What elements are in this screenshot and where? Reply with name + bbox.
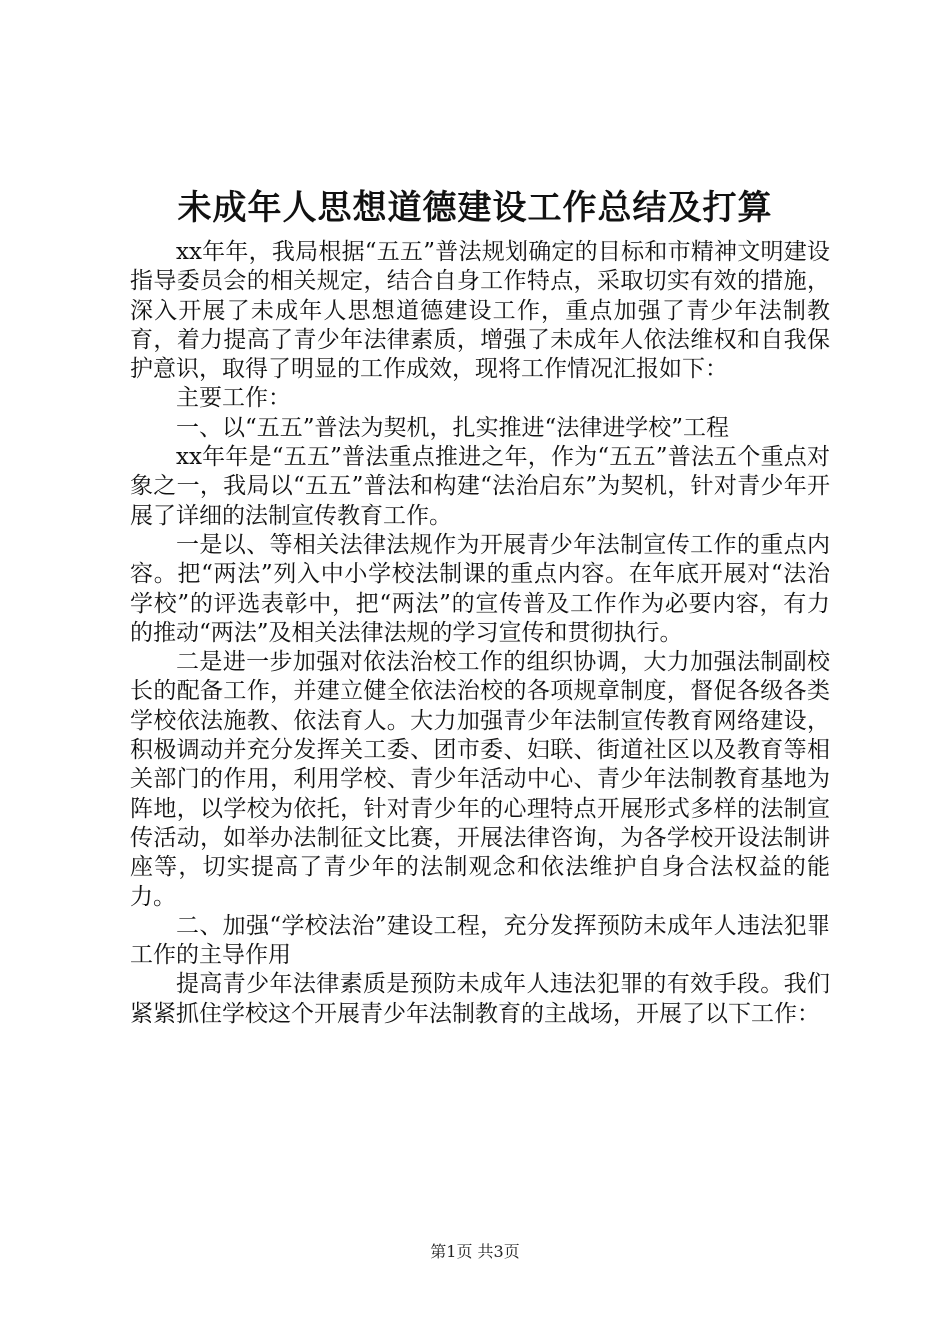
document-title: 未成年人思想道德建设工作总结及打算: [177, 188, 773, 228]
section-heading-1: 一、以“五五”普法为契机，扎实推进“法律进学校”工程: [176, 414, 730, 441]
paragraph-point-2: 二是进一步加强对依法治校工作的组织协调，大力加强法制副校长的配备工作，并建立健全依法治校的各项规章制度，督促各级各类学校依法施教、依法育人。大力加强青少年法制宣传教育网络建设，积极调动并充分发挥关工委、团市委、妇联、街道社区以及教育等相关部门的作用，利用学校、青少年活动中心、青少年法制教育基地为阵地，以学校为依托，针对青少年的心理特点开展形式多样的法制宣传活动，如举办法制征文比赛，开展法律咨询，为各学校开设法制讲座等，切实提高了青少年的法制观念和依法维护自身合法权益的能力。: [130, 649, 830, 910]
document-body: [130, 238, 830, 1029]
paragraph-intro: xx年年，我局根据“五五”普法规划确定的目标和市精神文明建设指导委员会的相关规定，结合自身工作特点，采取切实有效的措施，深入开展了未成年人思想道德建设工作，重点加强了青少年法制教育，着力提高了青少年法律素质，增强了未成年人依法维权和自我保护意识，取得了明显的工作成效，现将工作情况汇报如下：: [130, 239, 830, 383]
paragraph-section-1: xx年年是“五五”普法重点推进之年，作为“五五”普法五个重点对象之一，我局以“五五”普法和构建“法治启东”为契机，针对青少年开展了详细的法制宣传教育工作。: [130, 444, 830, 529]
paragraph-main-work: 主要工作：: [176, 385, 291, 412]
paragraph-section-2: 提高青少年法律素质是预防未成年人违法犯罪的有效手段。我们紧紧抓住学校这个开展青少年法制教育的主战场，开展了以下工作：: [130, 971, 830, 1027]
section-heading-2: 二、加强“学校法治”建设工程，充分发挥预防未成年人违法犯罪工作的主导作用: [130, 912, 830, 969]
page-footer: 第1页 共3页: [430, 1242, 520, 1261]
paragraph-point-1: 一是以、等相关法律法规作为开展青少年法制宣传工作的重点内容。把“两法”列入中小学校法制课的重点内容。在年底开展对“法治学校”的评选表彰中，把“两法”的宣传普及工作作为必要内容，有力的推动“两法”及相关法律法规的学习宣传和贯彻执行。: [130, 531, 830, 646]
